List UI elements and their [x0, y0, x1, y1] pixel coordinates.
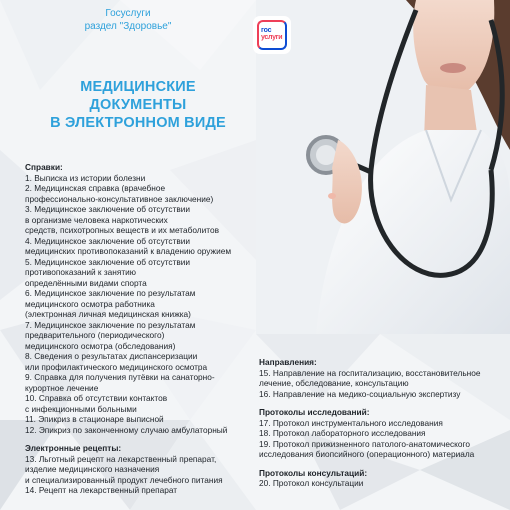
list-item: 11. Эпикриз в стационаре выписной [25, 414, 164, 424]
list-item: средств, психотропных веществ и их метаболитов [25, 225, 220, 235]
list-item: лечение, обследование, консультацию [259, 378, 409, 388]
list-item: в организме человека наркотических [25, 214, 168, 225]
right-document-list [259, 357, 504, 489]
referrals-heading: Направления: [259, 357, 317, 367]
list-item: изделие медицинского назначения [25, 464, 160, 474]
list-item: с инфекционными больными [25, 403, 137, 414]
list-item: 2. Медицинская справка (врачебное [25, 183, 166, 193]
list-item: (электронная личная медицинская книжка) [25, 309, 191, 319]
list-item: 15. Направление на госпитализацию, восстановительное [259, 367, 481, 378]
list-item: медицинских противопоказаний к владению оружием [25, 246, 232, 256]
list-item: и специализированный продукт лечебного питания [25, 474, 223, 485]
list-item: 8. Сведения о результатах диспансеризации [25, 351, 198, 361]
main-title-line3: В ЭЛЕКТРОННОМ ВИДЕ [50, 115, 226, 131]
list-item: 12. Эпикриз по законченному случаю амбулаторный [25, 424, 228, 435]
list-item: определёнными видами спорта [25, 277, 147, 288]
list-item: 7. Медицинское заключение по результатам [25, 319, 196, 330]
list-item: предварительного (периодического) [25, 330, 165, 340]
list-item: 1. Выписка из истории болезни [25, 172, 146, 183]
list-item: или профилактического медицинского осмотра [25, 361, 208, 372]
main-title-line1: МЕДИЦИНСКИЕ [80, 79, 196, 95]
logo-word-uslugi: услуги [261, 34, 283, 41]
list-item: курортное лечение [25, 382, 99, 393]
header-caption-line2: раздел "Здоровье" [84, 21, 172, 32]
logo-word-gos: гос [261, 27, 272, 34]
list-item: профессионально-консультативное заключение) [25, 193, 214, 204]
list-item: 3. Медицинское заключение об отсутствии [25, 204, 191, 214]
gosuslugi-logo [253, 16, 291, 54]
main-title [38, 78, 238, 132]
list-item: 9. Справка для получения путёвки на санаторно- [25, 372, 215, 382]
header-caption-line1: Госуслуги [105, 8, 151, 19]
list-item: 17. Протокол инструментального исследования [259, 417, 443, 428]
list-item: противопоказаний к занятию [25, 267, 137, 277]
header-caption [48, 7, 208, 33]
research-protocols-heading: Протоколы исследований: [259, 407, 370, 417]
list-item: 5. Медицинское заключение об отсутствии [25, 256, 191, 267]
list-item: 14. Рецепт на лекарственный препарат [25, 485, 178, 495]
list-item: 20. Протокол консультации [259, 478, 364, 488]
left-document-list [25, 162, 257, 496]
list-item: 4. Медицинское заключение об отсутствии [25, 235, 191, 246]
consultation-protocols-heading: Протоколы консультаций: [259, 467, 368, 478]
certificates-heading: Справки: [25, 162, 63, 172]
list-item: 10. Справка об отсутствии контактов [25, 393, 168, 403]
list-item: 16. Направление на медико-социальную экспертизу [259, 388, 461, 399]
list-item: 19. Протокол прижизненного патолого-анатомического [259, 438, 470, 449]
main-title-line2: ДОКУМЕНТЫ [89, 97, 187, 113]
list-item: 18. Протокол лабораторного исследования [259, 428, 426, 438]
list-item: 6. Медицинское заключение по результатам [25, 288, 196, 298]
list-item: медицинского осмотра работника [25, 298, 155, 309]
doctor-photo [256, 0, 510, 334]
list-item: 13. Льготный рецепт на лекарственный препарат, [25, 453, 217, 464]
list-item: исследования биопсийного (операционного) материала [259, 449, 475, 459]
prescriptions-heading: Электронные рецепты: [25, 443, 122, 453]
list-item: медицинского осмотра (обследования) [25, 340, 176, 351]
